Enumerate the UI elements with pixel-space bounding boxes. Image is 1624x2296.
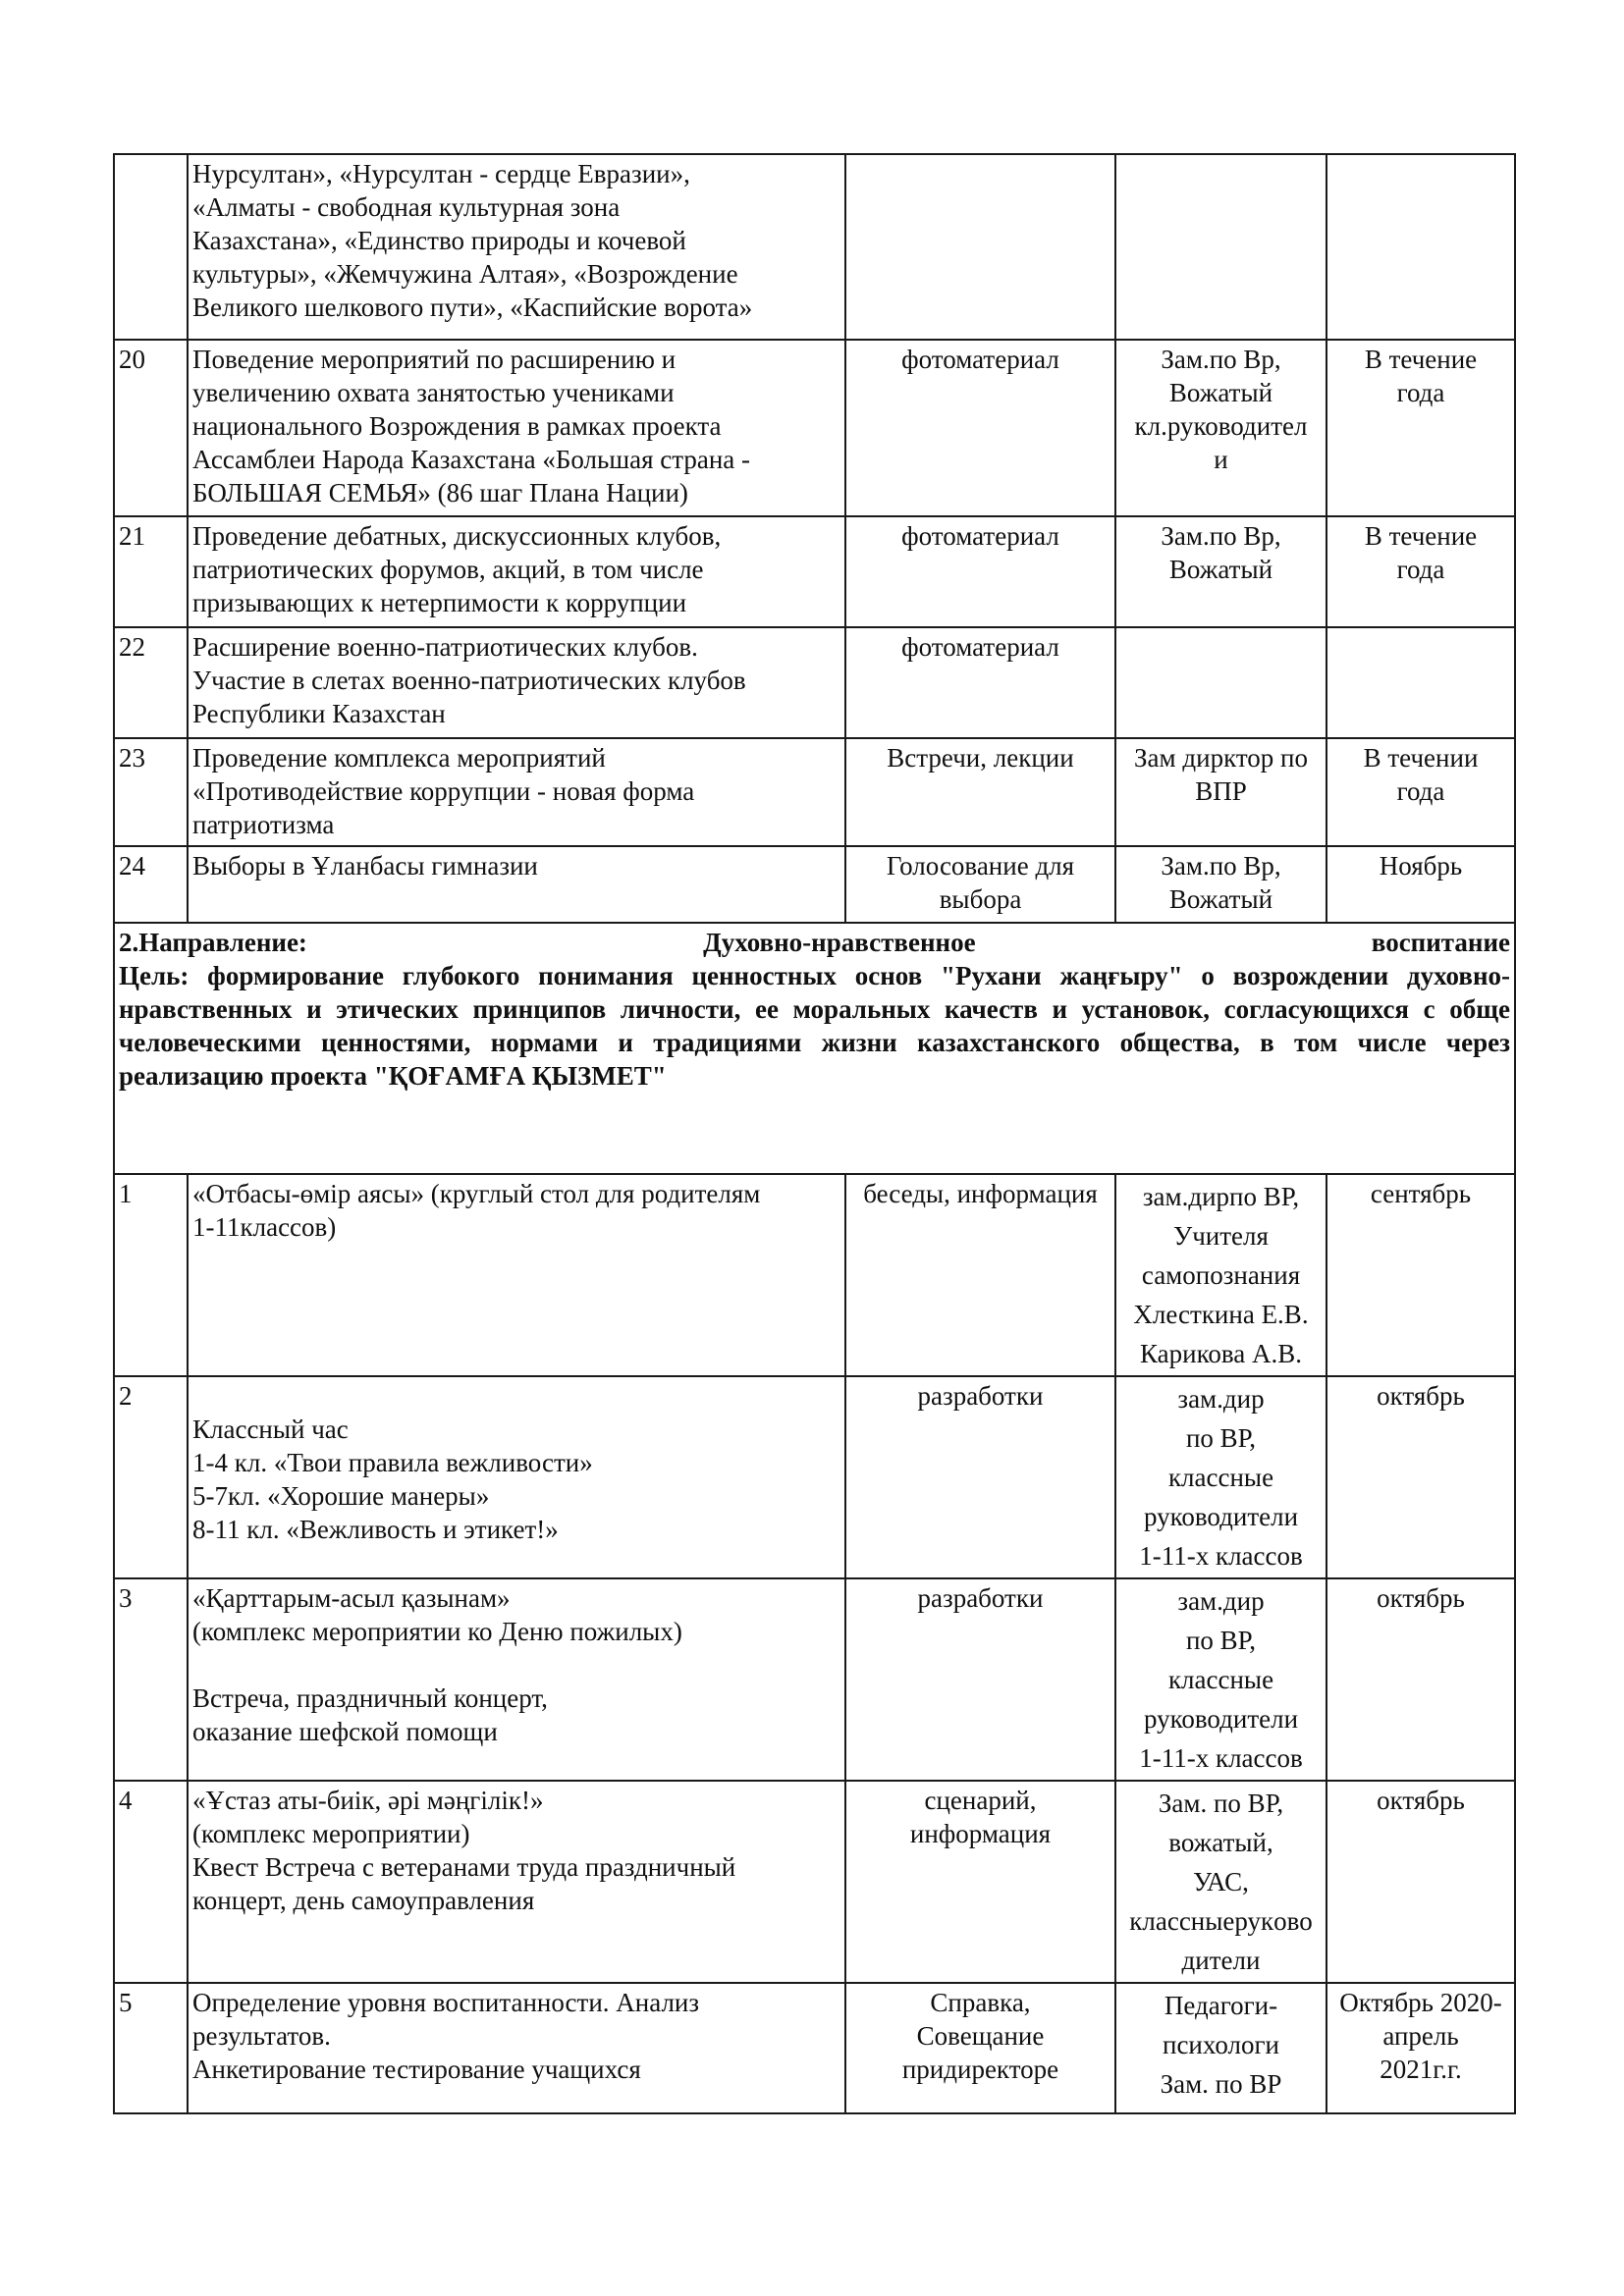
form-line: придиректоре <box>901 2055 1059 2084</box>
cell-term <box>1326 1376 1515 1578</box>
event-line: «Отбасы-өмір аясы» (круглый стол для родителям <box>192 1179 761 1208</box>
cell-event <box>188 1174 845 1376</box>
resp-line: классные <box>1167 1463 1274 1492</box>
resp-line: классные <box>1167 1665 1274 1694</box>
section-block <box>114 923 1515 1174</box>
cell-form <box>845 516 1115 627</box>
event-line: 1-4 кл. «Твои правила вежливости» <box>192 1448 593 1477</box>
event-line: Квест Встреча с ветеранами труда праздничный <box>192 1852 736 1882</box>
cell-resp <box>1115 1376 1326 1578</box>
table-row <box>114 1376 1515 1578</box>
cell-term <box>1326 340 1515 516</box>
cell-resp <box>1115 1174 1326 1376</box>
cell-form <box>845 1781 1115 1983</box>
cell-resp <box>1115 154 1326 340</box>
cell-num: 3 <box>114 1578 188 1781</box>
cell-term <box>1326 738 1515 846</box>
cell-resp <box>1115 846 1326 923</box>
cell-form <box>845 1983 1115 2113</box>
form-line: Голосование для <box>886 851 1075 881</box>
resp-line: Вожатый <box>1168 884 1273 914</box>
event-line: концерт, день самоуправления <box>192 1886 535 1915</box>
term-line: Ноябрь <box>1379 851 1463 881</box>
resp-line: вожатый, <box>1168 1828 1273 1857</box>
cell-term <box>1326 1983 1515 2113</box>
event-line: Расширение военно-патриотических клубов. <box>192 632 698 662</box>
table-row <box>114 627 1515 738</box>
cell-event <box>188 627 845 738</box>
event-line: Проведение дебатных, дискуссионных клубов, <box>192 521 722 551</box>
resp-line: Зам.по Вр, <box>1161 521 1281 551</box>
event-line: «Противодействие коррупции - новая форма <box>192 776 695 806</box>
cell-resp <box>1115 738 1326 846</box>
event-line: патриотизма <box>192 810 335 839</box>
cell-event <box>188 154 845 340</box>
term-line: года <box>1396 776 1445 806</box>
resp-line: УАС, <box>1193 1867 1249 1896</box>
cell-num <box>114 154 188 340</box>
table-row <box>114 1781 1515 1983</box>
form-line: разработки <box>917 1381 1044 1411</box>
event-line: Великого шелкового пути», «Каспийские ворота» <box>192 293 753 322</box>
event-line: Казахстана», «Единство природы и кочевой <box>192 226 686 255</box>
event-line: увеличению охвата занятостью учениками <box>192 378 675 407</box>
form-line: сценарий, <box>924 1786 1037 1815</box>
section-head-left: 2.Направление: <box>119 928 307 957</box>
event-line: «Қарттарым-асыл қазынам» <box>192 1583 511 1613</box>
event-line: результатов. <box>192 2021 331 2051</box>
resp-line: Карикова А.В. <box>1140 1339 1302 1368</box>
event-line: Классный час <box>192 1415 349 1444</box>
cell-form <box>845 846 1115 923</box>
resp-line: самопознания <box>1141 1260 1301 1290</box>
event-line: Выборы в Ұланбасы гимназии <box>192 851 538 881</box>
resp-line: зам.дир <box>1177 1384 1265 1414</box>
section-heading <box>119 926 1510 959</box>
cell-resp <box>1115 1578 1326 1781</box>
cell-event <box>188 738 845 846</box>
event-line: 5-7кл. «Хорошие манеры» <box>192 1481 490 1511</box>
event-line: Республики Казахстан <box>192 699 446 728</box>
table-row <box>114 1983 1515 2113</box>
cell-num: 20 <box>114 340 188 516</box>
cell-term <box>1326 1578 1515 1781</box>
form-line: Справка, <box>930 1988 1031 2017</box>
resp-line: по ВР, <box>1185 1626 1257 1655</box>
resp-line: Вожатый <box>1168 555 1273 584</box>
cell-event <box>188 1983 845 2113</box>
resp-line: 1-11-х классов <box>1139 1743 1303 1773</box>
form-line: фотоматериал <box>901 521 1059 551</box>
resp-line: Хлесткина Е.В. <box>1133 1300 1309 1329</box>
event-line: Нурсултан», «Нурсултан - сердце Евразии», <box>192 159 690 188</box>
form-line: информация <box>909 1819 1052 1848</box>
cell-num: 1 <box>114 1174 188 1376</box>
cell-event <box>188 846 845 923</box>
event-line: патриотических форумов, акций, в том числе <box>192 555 704 584</box>
event-line: Анкетирование тестирование учащихся <box>192 2055 641 2084</box>
event-line: Встреча, праздничный концерт, <box>192 1683 548 1713</box>
cell-term <box>1326 846 1515 923</box>
resp-line: кл.руководител <box>1134 411 1308 441</box>
resp-line: 1-11-х классов <box>1139 1541 1303 1571</box>
resp-line: и <box>1214 445 1228 474</box>
section-goal: Цель: формирование глубокого понимания ценностных основ "Рухани жаңғыру" о возрождении духовно-нравственных и этических принципов личности, ее моральных качеств и установок, согласующихся с обще человеческими ценностями, нормами и традициями жизни казахстанского общества, в том числе через реализацию проекта "ҚОҒАМҒА ҚЫЗМЕТ" <box>119 961 1510 1091</box>
resp-line: Зам. по ВР <box>1160 2069 1282 2099</box>
table-row <box>114 340 1515 516</box>
resp-line: Зам диркто‌р по <box>1134 743 1308 773</box>
event-line: 8-11 кл. «Вежливость и этикет!» <box>192 1515 559 1544</box>
cell-resp <box>1115 516 1326 627</box>
cell-event <box>188 1376 845 1578</box>
cell-event <box>188 340 845 516</box>
term-line: В течение <box>1364 345 1478 374</box>
plan-table <box>113 153 1516 2114</box>
resp-line: Учителя <box>1173 1221 1269 1251</box>
table-row <box>114 1174 1515 1376</box>
cell-resp <box>1115 1781 1326 1983</box>
cell-form <box>845 340 1115 516</box>
resp-line: классныерукoво <box>1129 1906 1313 1936</box>
event-line: Участие в слетах военно-патриотических клубов <box>192 666 746 695</box>
cell-term <box>1326 154 1515 340</box>
resp-line: по ВР, <box>1185 1423 1257 1453</box>
form-line: беседы, информация <box>863 1179 1098 1208</box>
event-line: оказание шефской помощи <box>192 1717 498 1746</box>
cell-num: 22 <box>114 627 188 738</box>
table-body-bottom <box>114 1174 1515 2113</box>
resp-line: зам.дир <box>1177 1586 1265 1616</box>
term-line: В течении <box>1363 743 1479 773</box>
cell-form <box>845 154 1115 340</box>
form-line: Встречи, лекции <box>887 743 1074 773</box>
event-line: БОЛЬШАЯ СЕМЬЯ» (86 шаг Плана Нации) <box>192 478 688 507</box>
resp-line: Зам.по Вр, <box>1161 851 1281 881</box>
cell-num: 5 <box>114 1983 188 2113</box>
resp-line: ВПР <box>1195 776 1247 806</box>
event-line: Определение уровня воспитанности. Анализ <box>192 1988 700 2017</box>
term-line: октябрь <box>1377 1381 1465 1411</box>
section-head-mid: Духовно-нравственное <box>703 928 976 957</box>
event-line: (комплекс мероприятии) <box>192 1819 470 1848</box>
cell-form <box>845 738 1115 846</box>
section-row <box>114 923 1515 1174</box>
form-line: выбора <box>939 884 1022 914</box>
cell-num: 4 <box>114 1781 188 1983</box>
event-line: Проведение комплекса мероприятий <box>192 743 606 773</box>
cell-num: 24 <box>114 846 188 923</box>
event-line <box>192 1648 840 1682</box>
event-line: (комплекс мероприятии ко Деню пожилых) <box>192 1617 682 1646</box>
cell-term <box>1326 627 1515 738</box>
cell-resp <box>1115 1983 1326 2113</box>
term-line: октябрь <box>1377 1583 1465 1613</box>
resp-line: Зам. по ВР, <box>1158 1789 1284 1818</box>
term-line: 2021г.г. <box>1380 2055 1462 2084</box>
table-row <box>114 846 1515 923</box>
cell-form <box>845 627 1115 738</box>
resp-line: Педагоги- <box>1164 1991 1278 2020</box>
section-head-right: воспитание <box>1371 928 1510 957</box>
cell-resp <box>1115 340 1326 516</box>
event-line: «Ұстаз аты-биік, әрі мәңгілік!» <box>192 1786 544 1815</box>
form-line: фотоматериал <box>901 632 1059 662</box>
resp-line: руководители <box>1143 1704 1299 1734</box>
term-line: октябрь <box>1377 1786 1465 1815</box>
term-line: апрель <box>1382 2021 1459 2051</box>
cell-form <box>845 1376 1115 1578</box>
table-row <box>114 516 1515 627</box>
table-row <box>114 1578 1515 1781</box>
table-row <box>114 738 1515 846</box>
term-line: года <box>1396 555 1445 584</box>
form-line: разработки <box>917 1583 1044 1613</box>
event-line: призывающих к нетерпимости к коррупции <box>192 588 687 617</box>
term-line: года <box>1396 378 1445 407</box>
cell-form <box>845 1578 1115 1781</box>
section-cell <box>114 923 1515 1174</box>
cell-num: 2 <box>114 1376 188 1578</box>
resp-line: Вожатый <box>1168 378 1273 407</box>
resp-line: дители <box>1181 1946 1261 1975</box>
cell-event <box>188 516 845 627</box>
table-body-top <box>114 154 1515 923</box>
term-line: сентябрь <box>1370 1179 1472 1208</box>
event-line: культуры», «Жемчужина Алтая», «Возрождение <box>192 259 738 289</box>
resp-line: руководители <box>1143 1502 1299 1531</box>
resp-line: психологи <box>1163 2030 1279 2059</box>
resp-line: зам.дирпо ВР, <box>1142 1182 1300 1211</box>
cell-event <box>188 1781 845 1983</box>
cell-term <box>1326 516 1515 627</box>
term-line: В течение <box>1364 521 1478 551</box>
cell-form <box>845 1174 1115 1376</box>
event-line: Ассамблеи Народа Казахстана «Большая страна - <box>192 445 751 474</box>
table-row <box>114 154 1515 340</box>
event-line: «Алматы - свободная культурная зона <box>192 192 621 222</box>
event-line: 1-11классов) <box>192 1212 337 1242</box>
event-line: Поведение мероприятий по расширению и <box>192 345 677 374</box>
cell-num: 23 <box>114 738 188 846</box>
cell-event <box>188 1578 845 1781</box>
term-line: Октябрь 2020- <box>1339 1988 1502 2017</box>
cell-resp <box>1115 627 1326 738</box>
form-line: Совещание <box>916 2021 1045 2051</box>
form-line: фотоматериал <box>901 345 1059 374</box>
cell-num: 21 <box>114 516 188 627</box>
event-line <box>192 1379 840 1413</box>
cell-term <box>1326 1174 1515 1376</box>
cell-term <box>1326 1781 1515 1983</box>
resp-line: Зам.по Вр, <box>1161 345 1281 374</box>
event-line: национального Возрождения в рамках проекта <box>192 411 722 441</box>
